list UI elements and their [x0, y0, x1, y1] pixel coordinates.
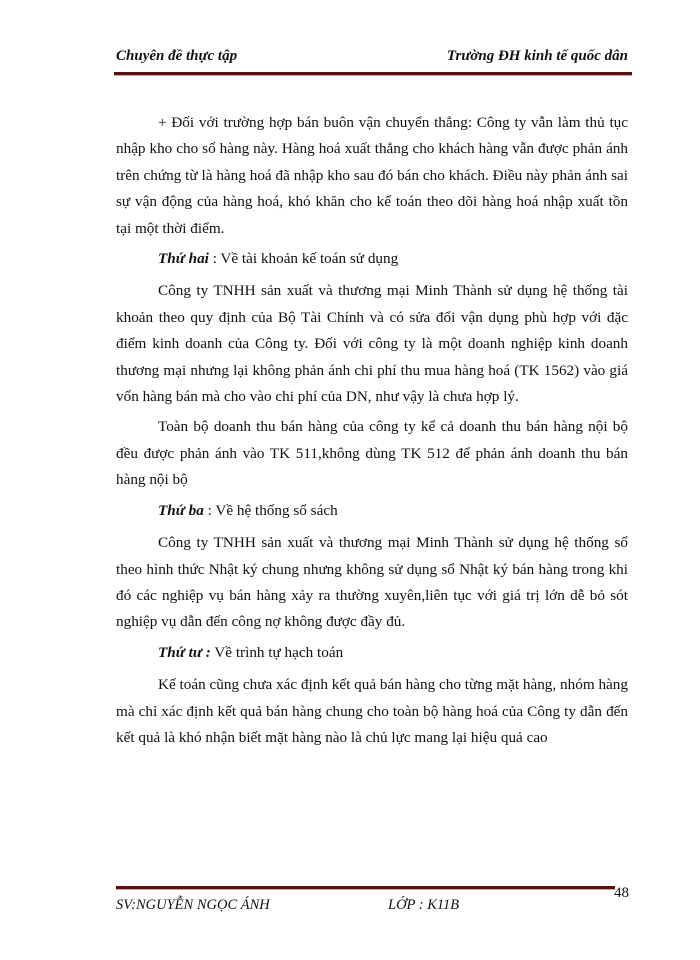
paragraph-wholesale: + Đối với trường hợp bán buôn vận chuyển thẳng: Công ty vẫn làm thủ tục nhập kho cho số hàng này. Hàng hoá xuất thẳng cho khách hàng vẫn được phản ánh trên chứng từ là hàng hoá đã nhập kho sau đó bán cho khách. Điều này phản ánh sai sự vận động của hàng hoá, khó khăn cho kế toán theo dõi hàng hoá nhập xuất tồn tại một thời điểm. [116, 114, 628, 237]
subheading-label: Thứ ba [158, 501, 204, 519]
footer-rule [116, 886, 615, 890]
page-header [116, 48, 628, 65]
subheading-label: Thứ tư : [158, 643, 211, 661]
header-left-title: Chuyên đề thực tập [116, 48, 238, 64]
header-right-title: Trường ĐH kinh tế quốc dân [446, 48, 628, 64]
subheading-procedure [116, 640, 628, 666]
subheading-text: : Về tài khoản kế toán sử dụng [208, 250, 399, 268]
subheading-text: Về trình tự hạch toán [210, 643, 344, 661]
paragraph-procedure: Kế toán cũng chưa xác định kết quả bán hàng cho từng mặt hàng, nhóm hàng mà chỉ xác định kết quả bán hàng chung cho toàn bộ hàng hoá của Công ty dẫn đến kết quả là khó nhận biết mặt hàng nào là chủ lực mang lại hiệu quả cao [116, 676, 628, 746]
paragraph-books: Công ty TNHH sản xuất và thương mại Minh Thành sử dụng hệ thống sổ theo hình thức Nhật ký chung nhưng không sử dụng sổ Nhật ký bán hàng trong khi đó các nghiệp vụ bán hàng xảy ra thường xuyên,liên tục với giá trị lớn dễ bỏ sót nghiệp vụ dẫn đến công nợ không được đầy đủ. [116, 534, 628, 631]
paragraph-revenue: Toàn bộ doanh thu bán hàng của công ty kể cả doanh thu bán hàng nội bộ đều được phản ánh vào TK 511,không dùng TK 512 để phản ánh doanh thu bán hàng nội bộ [116, 418, 628, 489]
paragraph-account-system: Công ty TNHH sản xuất và thương mại Minh Thành sử dụng hệ thống tài khoản theo quy định của Bộ Tài Chính và có sửa đổi vận dụng phù hợp với đặc điểm kinh doanh của Công ty. Đối với công ty là một doanh nghiệp kinh doanh thương mại nhưng lại không phản ánh chi phí thu mua hàng hoá (TK 1562) vào giá vốn hàng bán mà cho vào chi phí của DN, như vậy là chưa hợp lý. [116, 282, 628, 406]
page-number: 48 [614, 885, 629, 901]
subheading-label: Thứ hai [158, 250, 209, 268]
subheading-text: : Về hệ thống sổ sách [203, 501, 338, 519]
footer-class: LỚP : K11B [388, 897, 460, 913]
footer-student: SV:NGUYỄN NGỌC ÁNH [116, 897, 270, 913]
subheading-account [116, 246, 628, 272]
header-rule [114, 72, 632, 76]
document-body [116, 110, 628, 755]
subheading-books [116, 498, 628, 524]
